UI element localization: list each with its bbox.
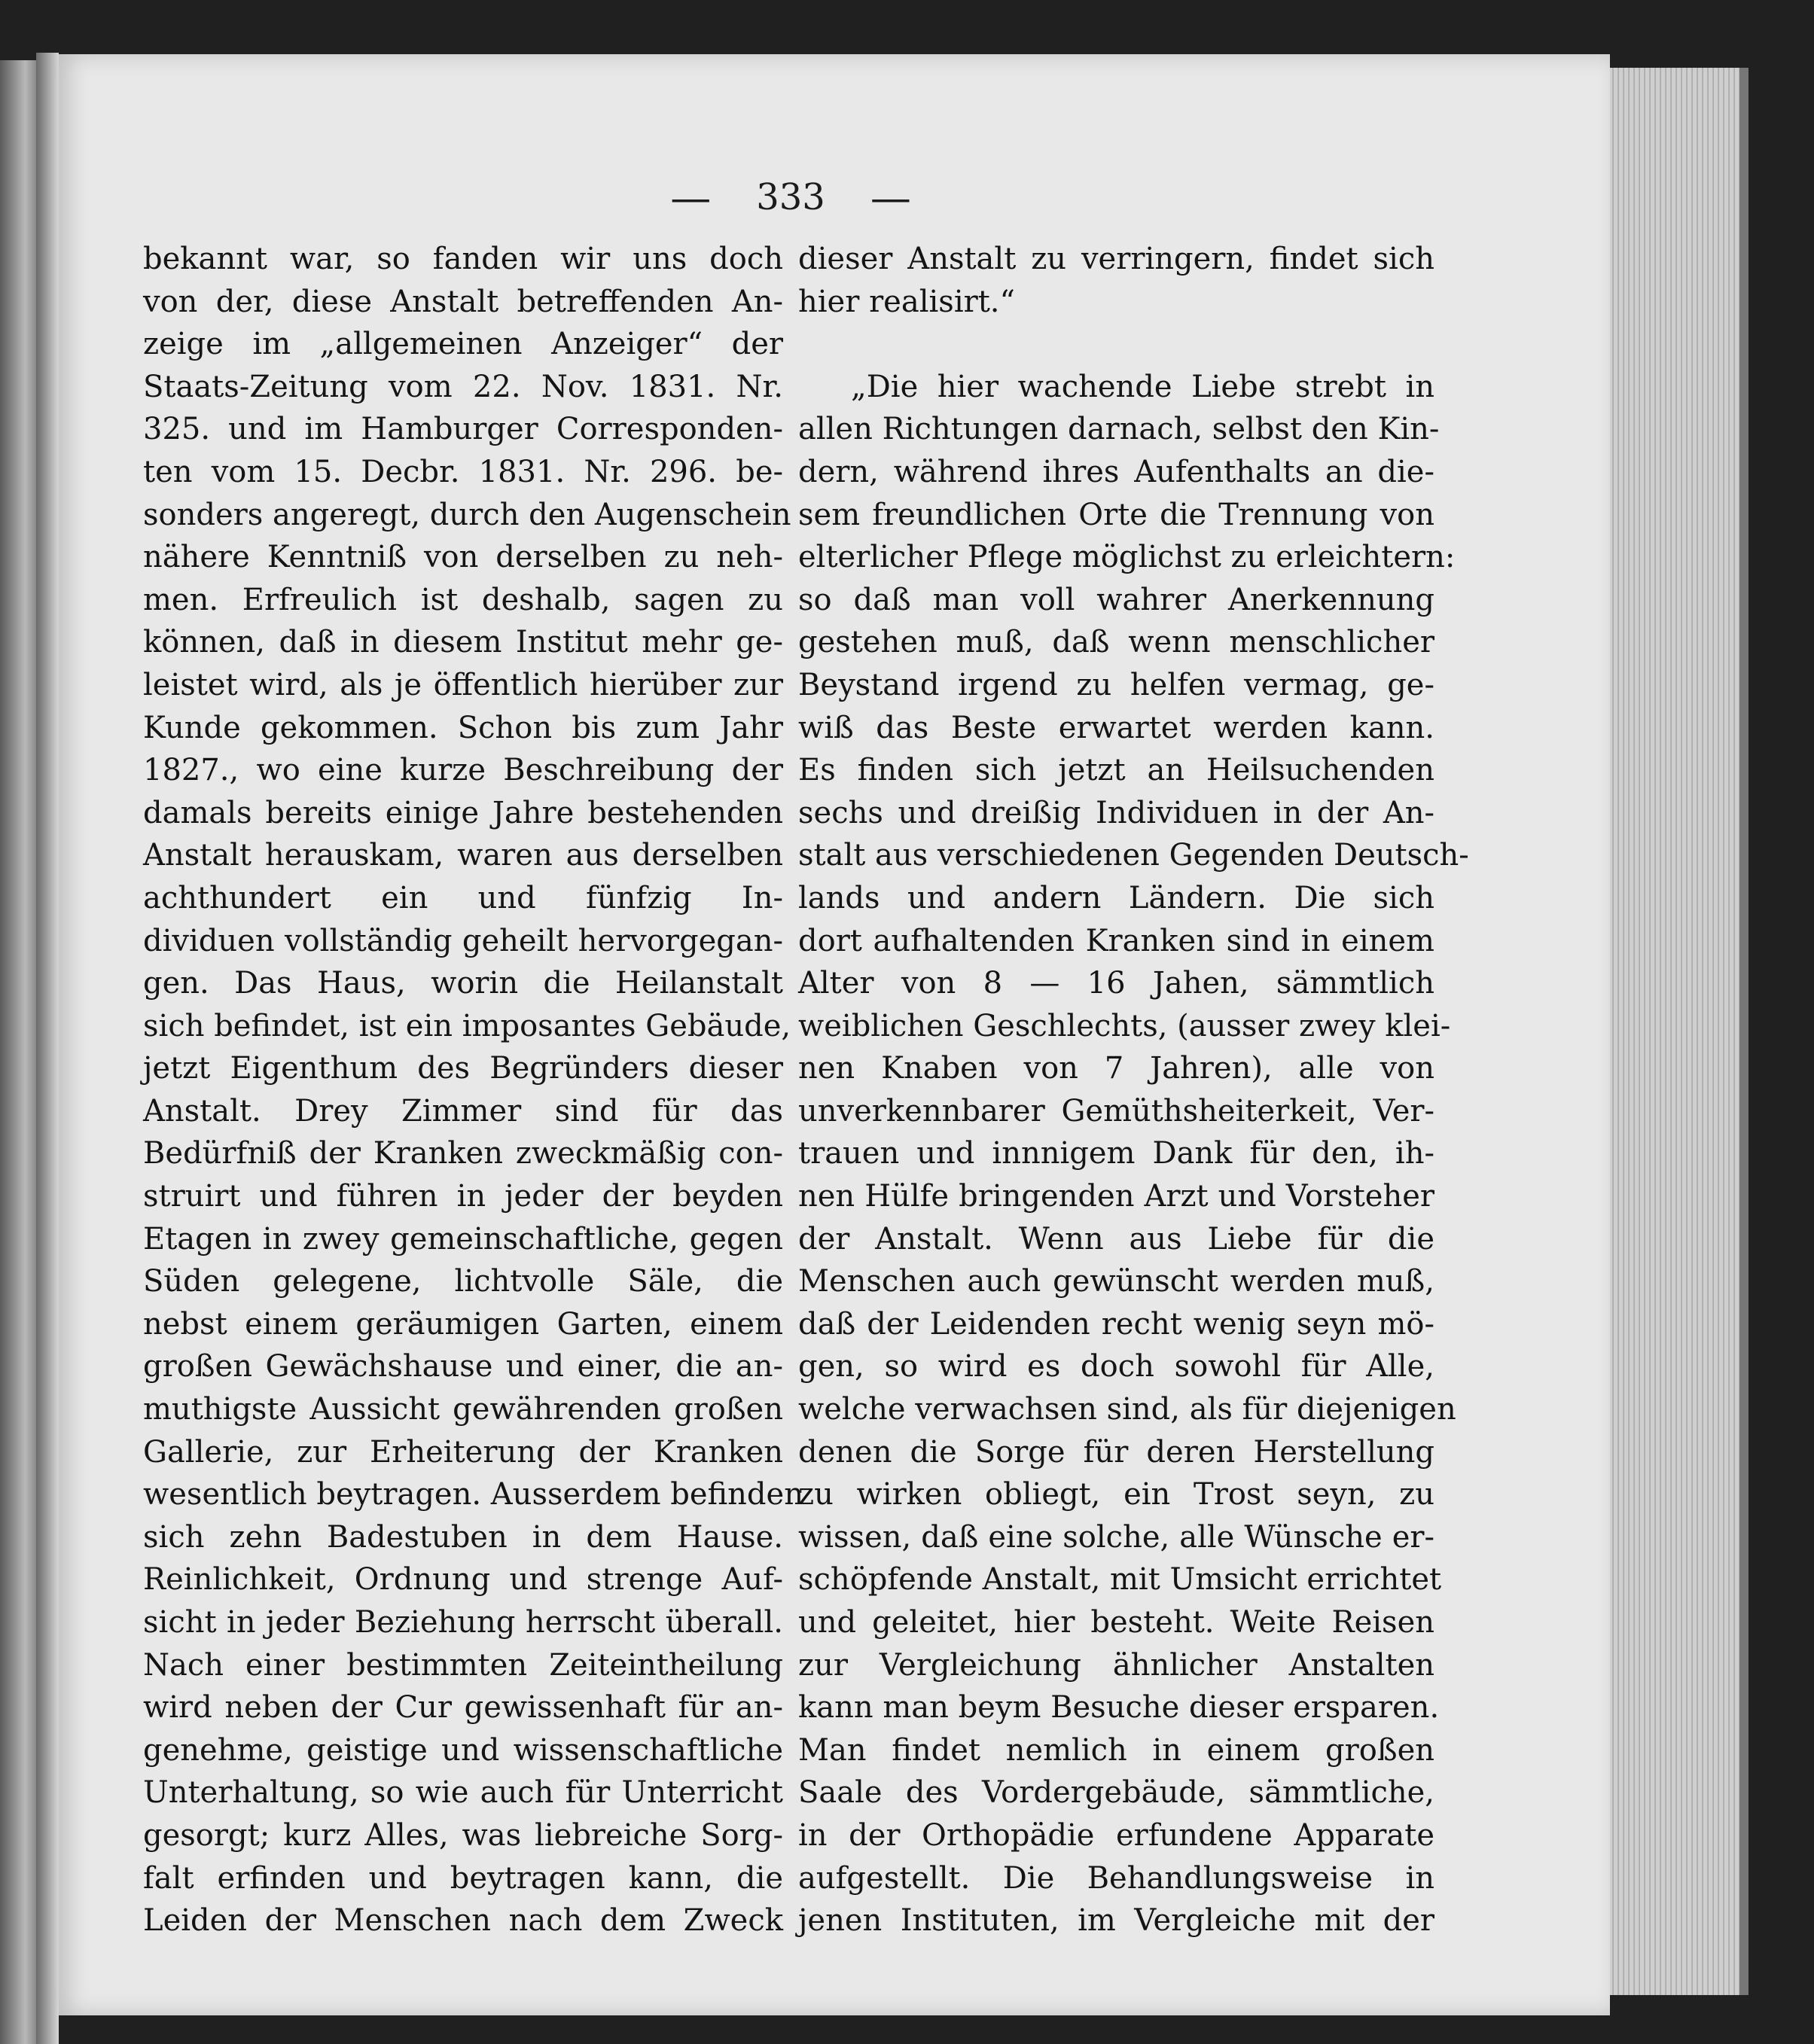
text-line: elterlicher Pflege möglichst zu erleichtern: xyxy=(798,540,1456,575)
text-line: dern, während ihres Aufenthalts an die- xyxy=(798,454,1434,489)
text-line: nen Hülfe bringenden Arzt und Vorsteher xyxy=(798,1179,1434,1214)
text-line: Saale des Vordergebäude, sämmtliche, xyxy=(798,1775,1434,1811)
page-block-edges xyxy=(1604,68,1748,1995)
text-line: Kunde gekommen. Schon bis zum Jahr xyxy=(143,710,783,745)
text-line: wissen, daß eine solche, alle Wünsche er- xyxy=(798,1519,1434,1555)
text-line: in der Orthopädie erfundene Apparate xyxy=(798,1817,1434,1853)
text-line: sich befindet, ist ein imposantes Gebäude, xyxy=(143,1008,791,1043)
text-line: Gallerie, zur Erheiterung der Kranken xyxy=(143,1434,783,1470)
text-line: unverkennbarer Gemüthsheiterkeit, Ver- xyxy=(798,1093,1434,1129)
text-line: Beystand irgend zu helfen vermag, ge- xyxy=(798,667,1434,702)
facing-page-edge xyxy=(0,60,36,2044)
text-line: lands und andern Ländern. Die sich xyxy=(798,880,1434,915)
text-line: Menschen auch gewünscht werden muß, xyxy=(798,1264,1434,1299)
text-line: 325. und im Hamburger Corresponden- xyxy=(143,412,783,447)
text-line: sechs und dreißig Individuen in der An- xyxy=(798,795,1434,830)
text-line: muthigste Aussicht gewährenden großen xyxy=(143,1392,783,1427)
text-line: zur Vergleichung ähnlicher Anstalten xyxy=(798,1647,1434,1683)
text-line: bekannt war, so fanden wir uns doch xyxy=(143,242,783,276)
text-line: 1827., wo eine kurze Beschreibung der xyxy=(143,753,783,788)
text-line: Leiden der Menschen nach dem Zweck xyxy=(143,1903,783,1939)
text-line: Reinlichkeit, Ordnung und strenge Auf- xyxy=(143,1562,783,1598)
text-line: achthundert ein und fünfzig In- xyxy=(143,880,783,915)
page-number: 333 xyxy=(756,176,825,218)
text-line: Anstalt herauskam, waren aus derselben xyxy=(143,838,783,873)
text-line: Nach einer bestimmten Zeiteintheilung xyxy=(143,1647,783,1683)
text-line: sich zehn Badestuben in dem Hause. xyxy=(143,1519,783,1555)
text-line: Staats-Zeitung vom 22. Nov. 1831. Nr. xyxy=(143,369,783,404)
text-line: der Anstalt. Wenn aus Liebe für die xyxy=(798,1221,1434,1257)
text-line: denen die Sorge für deren Herstellung xyxy=(798,1434,1434,1470)
text-line: aufgestellt. Die Behandlungsweise in xyxy=(798,1860,1434,1896)
text-line: nähere Kenntniß von derselben zu neh- xyxy=(143,540,783,575)
text-line: gestehen muß, daß wenn menschlicher xyxy=(798,625,1434,660)
text-line: ten vom 15. Decbr. 1831. Nr. 296. be- xyxy=(143,454,783,489)
text-line: und geleitet, hier besteht. Weite Reisen xyxy=(798,1605,1434,1640)
text-line: dort aufhaltenden Kranken sind in einem xyxy=(798,923,1434,958)
text-line: Es finden sich jetzt an Heilsuchenden xyxy=(798,753,1434,788)
text-line: welche verwachsen sind, als für diejenigen xyxy=(798,1392,1456,1427)
text-line: wiß das Beste erwartet werden kann. xyxy=(798,710,1434,745)
text-line: Unterhaltung, so wie auch für Unterricht xyxy=(143,1775,783,1811)
text-line: falt erfinden und beytragen kann, die xyxy=(143,1860,783,1896)
text-line: zu wirken obliegt, ein Trost seyn, zu xyxy=(798,1477,1434,1512)
text-line: Man findet nemlich in einem großen xyxy=(798,1732,1434,1768)
text-line: „Die hier wachende Liebe strebt in xyxy=(851,369,1434,404)
text-line: struirt und führen in jeder der beyden xyxy=(143,1179,783,1214)
text-line: stalt aus verschiedenen Gegenden Deutsch- xyxy=(798,838,1469,873)
right-text-column xyxy=(798,238,1469,1942)
text-line: gen. Das Haus, worin die Heilanstalt xyxy=(143,966,783,1001)
text-line: Etagen in zwey gemeinschaftliche, gegen xyxy=(143,1221,783,1257)
header-dash-left: — xyxy=(670,173,712,221)
text-line: dividuen vollständig geheilt hervorgegan- xyxy=(143,923,783,958)
text-line: leistet wird, als je öffentlich hierüber zur xyxy=(143,667,783,702)
text-line: nebst einem geräumigen Garten, einem xyxy=(143,1306,783,1342)
text-line: Anstalt. Drey Zimmer sind für das xyxy=(143,1093,783,1129)
text-line: gen, so wird es doch sowohl für Alle, xyxy=(798,1349,1434,1384)
text-line: daß der Leidenden recht wenig seyn mö- xyxy=(798,1306,1434,1342)
text-line: können, daß in diesem Institut mehr ge- xyxy=(143,625,783,660)
text-line: von der, diese Anstalt betreffenden An- xyxy=(143,284,783,319)
text-line: trauen und innnigem Dank für den, ih- xyxy=(798,1136,1434,1171)
text-line: men. Erfreulich ist deshalb, sagen zu xyxy=(143,582,783,617)
text-line: so daß man voll wahrer Anerkennung xyxy=(798,582,1434,617)
text-line: allen Richtungen darnach, selbst den Kin- xyxy=(798,412,1440,447)
book-spine xyxy=(36,53,59,2044)
text-line: jetzt Eigenthum des Begründers dieser xyxy=(143,1051,783,1086)
text-line: nen Knaben von 7 Jahren), alle von xyxy=(798,1051,1434,1086)
text-line: damals bereits einige Jahre bestehenden xyxy=(143,795,783,830)
text-line: Bedürfniß der Kranken zweckmäßig con- xyxy=(143,1136,783,1171)
text-line: schöpfende Anstalt, mit Umsicht errichtet xyxy=(798,1562,1442,1598)
text-line: sem freundlichen Orte die Trennung von xyxy=(798,497,1434,532)
text-line: dieser Anstalt zu verringern, findet sich xyxy=(798,242,1434,276)
left-text-column xyxy=(143,238,803,1942)
paragraph-gap xyxy=(798,323,1434,366)
text-line: gesorgt; kurz Alles, was liebreiche Sorg- xyxy=(143,1817,783,1853)
text-line: großen Gewächshause und einer, die an- xyxy=(143,1349,783,1384)
text-line: jenen Instituten, im Vergleiche mit der xyxy=(798,1903,1434,1939)
text-line: genehme, geistige und wissenschaftliche xyxy=(143,1732,783,1768)
text-line: sonders angeregt, durch den Augenschein xyxy=(143,497,791,532)
text-line: hier realisirt.“ xyxy=(798,284,1015,319)
text-line: wesentlich beytragen. Ausserdem befinden xyxy=(143,1477,803,1512)
text-line: zeige im „allgemeinen Anzeiger“ der xyxy=(143,327,783,362)
text-line: kann man beym Besuche dieser ersparen. xyxy=(798,1690,1440,1726)
text-line: Süden gelegene, lichtvolle Säle, die xyxy=(143,1264,783,1299)
text-line: Alter von 8 — 16 Jahen, sämmtlich xyxy=(798,966,1434,1001)
text-line: weiblichen Geschlechts, (ausser zwey klei- xyxy=(798,1008,1451,1043)
text-line: wird neben der Cur gewissenhaft für an- xyxy=(143,1690,783,1726)
running-header xyxy=(633,167,949,227)
text-line: sicht in jeder Beziehung herrscht überall. xyxy=(143,1605,783,1640)
header-dash-right: — xyxy=(870,173,911,221)
